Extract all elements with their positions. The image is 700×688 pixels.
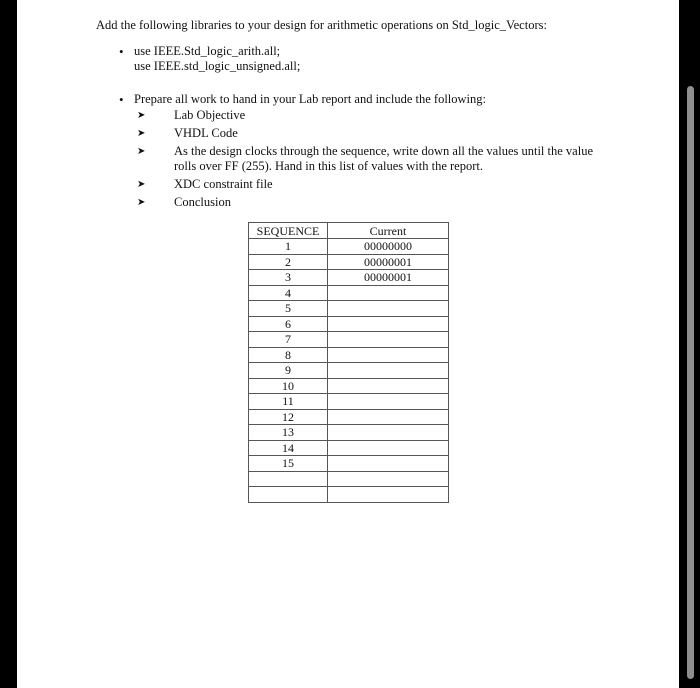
table-row [249, 378, 449, 394]
list-item: ➤ Lab Objective [137, 108, 246, 122]
library-line: use IEEE.Std_logic_arith.all; [134, 44, 281, 58]
header-current: Current [328, 223, 449, 239]
library-lines [134, 44, 300, 74]
current-cell [328, 316, 449, 332]
table-row [249, 425, 449, 441]
table-row [249, 394, 449, 410]
sequence-cell: 4 [249, 285, 328, 301]
table-row [249, 301, 449, 317]
sequence-cell: 14 [249, 440, 328, 456]
table-header-row [249, 223, 449, 239]
current-cell [328, 456, 449, 472]
table-row [249, 487, 449, 503]
table-row [249, 285, 449, 301]
list-item: ➤ Conclusion [137, 195, 231, 209]
sequence-cell: 5 [249, 301, 328, 317]
table-row [249, 332, 449, 348]
arrow-icon: ➤ [137, 179, 146, 190]
table-row [249, 456, 449, 472]
current-cell [328, 440, 449, 456]
sequence-cell: 7 [249, 332, 328, 348]
current-cell [328, 332, 449, 348]
sequence-cell: 9 [249, 363, 328, 379]
intro-text: Add the following libraries to your design for arithmetic operations on Std_logic_Vectors: [96, 18, 547, 32]
sequence-cell: 2 [249, 254, 328, 270]
sequence-cell: 10 [249, 378, 328, 394]
list-item: ➤ VHDL Code [137, 126, 238, 140]
current-cell [328, 409, 449, 425]
sequence-cell: 12 [249, 409, 328, 425]
arrow-icon: ➤ [137, 146, 146, 157]
sequence-cell: 13 [249, 425, 328, 441]
sequence-cell: 3 [249, 270, 328, 286]
sequence-cell: 1 [249, 239, 328, 255]
library-line: use IEEE.std_logic_unsigned.all; [134, 59, 301, 73]
sequence-table [248, 222, 449, 503]
scrollbar[interactable] [679, 0, 700, 688]
table-row [249, 440, 449, 456]
current-cell [328, 363, 449, 379]
current-cell [328, 347, 449, 363]
current-cell [328, 471, 449, 487]
bullet-dot: • [119, 44, 124, 59]
current-cell [328, 285, 449, 301]
current-cell [328, 425, 449, 441]
arrow-icon: ➤ [137, 197, 146, 208]
sequence-cell [249, 487, 328, 503]
sequence-cell: 6 [249, 316, 328, 332]
header-sequence: SEQUENCE [249, 223, 328, 239]
requirements-list [134, 108, 614, 213]
table-row [249, 270, 449, 286]
current-cell [328, 378, 449, 394]
current-cell: 00000001 [328, 270, 449, 286]
sequence-cell: 8 [249, 347, 328, 363]
arrow-icon: ➤ [137, 110, 146, 121]
table-row [249, 239, 449, 255]
sequence-cell [249, 471, 328, 487]
table-row [249, 363, 449, 379]
list-item: ➤ As the design clocks through the sequence, write down all the values until the value rolls over FF (255). Hand in this list of values with the report. [137, 144, 593, 173]
scrollbar-thumb[interactable] [687, 86, 694, 679]
document-page [17, 0, 679, 688]
table-row [249, 409, 449, 425]
prepare-text: Prepare all work to hand in your Lab report and include the following: [134, 92, 486, 106]
table-row [249, 316, 449, 332]
sequence-cell: 15 [249, 456, 328, 472]
current-cell: 00000001 [328, 254, 449, 270]
current-cell [328, 394, 449, 410]
current-cell: 00000000 [328, 239, 449, 255]
current-cell [328, 487, 449, 503]
sequence-cell: 11 [249, 394, 328, 410]
list-item: ➤ XDC constraint file [137, 177, 273, 191]
table-row [249, 471, 449, 487]
arrow-icon: ➤ [137, 128, 146, 139]
table-row [249, 347, 449, 363]
bullet-dot: • [119, 92, 124, 107]
current-cell [328, 301, 449, 317]
table-row [249, 254, 449, 270]
